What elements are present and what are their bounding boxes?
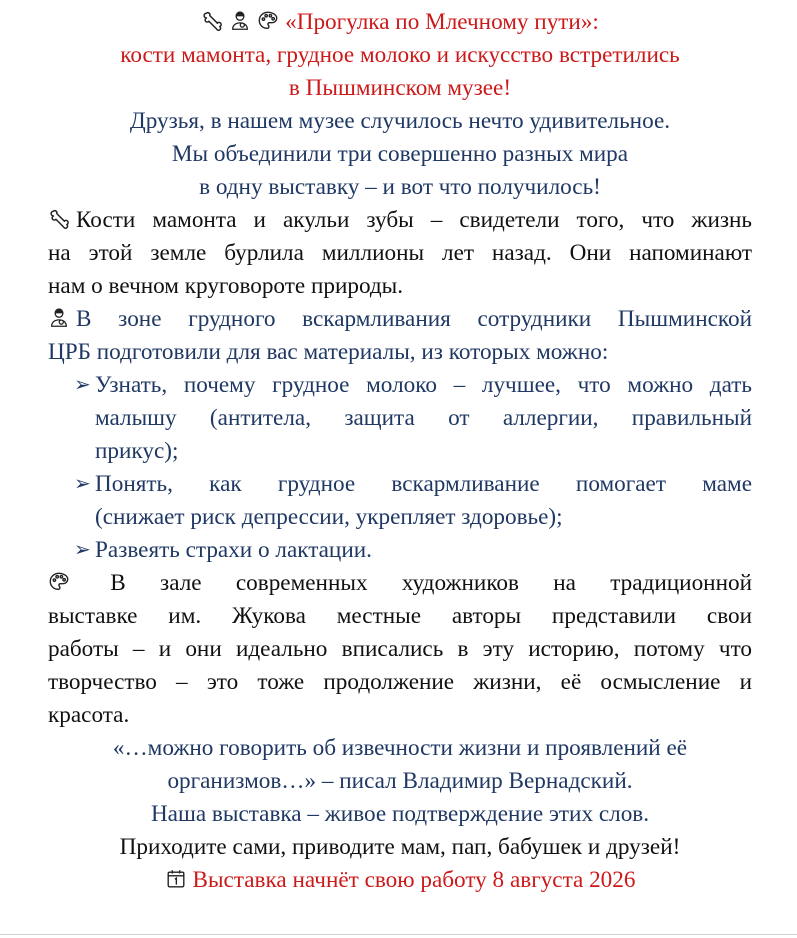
art-line-3: работы – и они идеально вписались в эту историю, потому что: [48, 636, 752, 662]
bullet-1-line-1: Узнать, почему грудное молоко – лучшее, что можно дать: [95, 372, 752, 398]
quote-line-2: организмов…» – писал Владимир Вернадский.: [167, 768, 633, 794]
intro-line-1: Друзья, в нашем музее случилось нечто удивительное.: [129, 108, 671, 134]
post-title-line-3: в Пышминском музее!: [288, 75, 512, 101]
post-title-line-2: кости мамонта, грудное молоко и искусство встретились: [120, 42, 680, 68]
list-item: [74, 468, 752, 534]
art-paragraph: [48, 567, 752, 732]
feeding-line-1: [48, 303, 752, 336]
bullet-2-line-1: Понять, как грудное вскармливание помогает маме: [95, 471, 752, 497]
feeding-line-2: ЦРБ подготовили для вас материалы, из которых можно:: [48, 339, 609, 365]
quote-line-1: «…можно говорить об извечности жизни и проявлений её: [112, 735, 688, 761]
arrow-bullet-icon: ➢: [74, 539, 91, 561]
feeding-bullet-list: [74, 369, 752, 567]
art-line-4: творчество – это тоже продолжение жизни, её осмысление и: [48, 669, 752, 695]
post-title-line-1: [48, 6, 752, 39]
breastfeeding-icon: [229, 10, 251, 32]
title-text: «Прогулка по Млечному пути»:: [285, 9, 599, 35]
list-item: [74, 369, 752, 468]
arrow-bullet-icon: ➢: [74, 473, 91, 495]
feeding-line-1-text: В зоне грудного вскармливания сотрудники Пышминской: [76, 306, 752, 332]
feeding-paragraph: [48, 303, 752, 369]
opening-date-line: [48, 864, 752, 897]
bullet-1-line-3: прикус);: [95, 438, 179, 464]
calendar-icon: [165, 868, 187, 890]
art-line-1: [48, 567, 752, 600]
palette-icon: [257, 10, 279, 32]
bones-line-1-text: Кости мамонта и акульи зубы – свидетели того, что жизнь: [76, 207, 752, 233]
bullet-2-line-2: (снижает риск депрессии, укрепляет здоровье);: [95, 504, 563, 530]
arrow-bullet-icon: ➢: [74, 374, 91, 396]
bones-line-3: нам о вечном круговороте природы.: [48, 273, 404, 299]
palette-icon: [48, 571, 70, 593]
bottom-divider: [0, 934, 797, 935]
intro-line-2: Мы объединили три совершенно разных мира: [171, 141, 629, 167]
invite-line: Приходите сами, приводите мам, пап, бабушек и друзей!: [119, 834, 681, 860]
art-line-2: выставке им. Жукова местные авторы представили свои: [48, 603, 752, 629]
bullet-1-line-2: малышу (антитела, защита от аллергии, правильный: [95, 405, 752, 431]
bones-line-1: [48, 204, 752, 237]
bone-icon: [48, 208, 70, 230]
bone-icon: [201, 10, 223, 32]
post-content: [48, 6, 752, 897]
intro-line-3: в одну выставку – и вот что получилось!: [199, 174, 601, 200]
art-line-1-text: В зале современных художников на традиционной: [110, 570, 752, 596]
breastfeeding-icon: [48, 307, 70, 329]
art-line-5: красота.: [48, 702, 130, 728]
opening-date-text: Выставка начнёт свою работу 8 августа 2026: [192, 867, 636, 893]
bones-line-2: на этой земле бурлила миллионы лет назад. Они напоминают: [48, 240, 752, 266]
list-item: [74, 534, 752, 567]
bones-paragraph: [48, 204, 752, 303]
bullet-3-line-1: Развеять страхи о лактации.: [95, 537, 372, 563]
quote-line-3: Наша выставка – живое подтверждение этих слов.: [150, 801, 650, 827]
